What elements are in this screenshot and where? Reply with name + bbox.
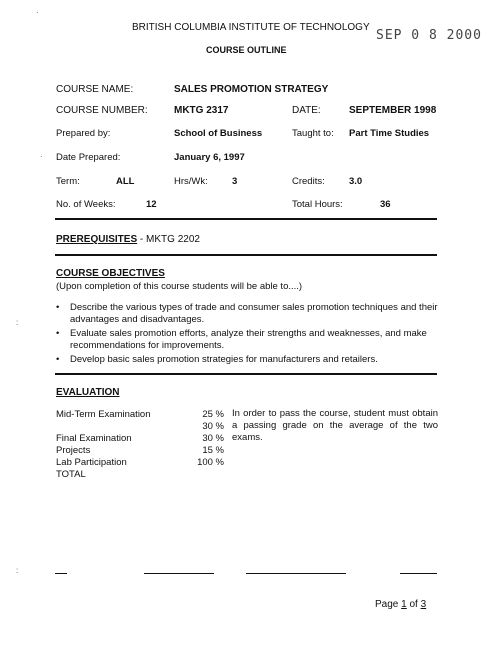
document-title: COURSE OUTLINE <box>206 45 287 55</box>
scan-rule-fragment <box>400 573 437 574</box>
hours-per-week-label: Hrs/Wk: <box>174 176 208 187</box>
received-date-stamp: SEP 0 8 2000 <box>376 28 482 43</box>
page-number <box>375 599 426 610</box>
date-label: DATE: <box>292 105 321 116</box>
objective-text: Evaluate sales promotion efforts, analyze their strengths and weaknesses, and make recommendations for improvements. <box>70 328 427 351</box>
bullet: • <box>56 328 60 339</box>
prepared-by-label: Prepared by: <box>56 128 111 139</box>
prepared-by-value: School of Business <box>174 128 263 139</box>
prerequisites-separator: - <box>139 234 144 245</box>
divider-objectives <box>55 373 437 375</box>
objective-text: Describe the various types of trade and consumer sales promotion techniques and their advantages and disadvantages. <box>70 302 438 325</box>
course-name-value: SALES PROMOTION STRATEGY <box>174 84 329 95</box>
date-prepared-value: January 6, 1997 <box>174 152 245 163</box>
evaluation-item-label: Projects <box>56 445 91 456</box>
scan-rule-fragment <box>55 573 67 574</box>
term-label: Term: <box>56 176 80 187</box>
divider-prerequisites <box>55 254 437 256</box>
taught-to-value: Part Time Studies <box>349 128 430 139</box>
credits-label: Credits: <box>292 176 325 187</box>
evaluation-item-percent: 15 % <box>202 445 224 456</box>
weeks-label: No. of Weeks: <box>56 199 116 210</box>
scan-rule-fragment <box>246 573 346 574</box>
scan-rule-fragment <box>144 573 214 574</box>
evaluation-item-percent: 100 % <box>197 457 224 468</box>
hours-per-week-value: 3 <box>232 176 238 187</box>
course-number-label: COURSE NUMBER: <box>56 105 148 116</box>
objectives-intro: (Upon completion of this course students will be able to....) <box>56 281 303 292</box>
course-number-value: MKTG 2317 <box>174 105 229 116</box>
bullet: • <box>56 354 60 365</box>
page-label: Page <box>375 599 399 610</box>
scan-speck: : <box>16 566 19 575</box>
scan-speck: : <box>16 318 19 327</box>
evaluation-item-label: Mid-Term Examination <box>56 409 151 420</box>
total-hours-label: Total Hours: <box>292 199 343 210</box>
evaluation-item-percent: 25 % <box>202 409 224 420</box>
institution-name: BRITISH COLUMBIA INSTITUTE OF TECHNOLOGY <box>132 22 370 33</box>
page-of-label: of <box>409 599 418 610</box>
weeks-value: 12 <box>146 199 157 210</box>
scan-speck: · <box>36 8 39 17</box>
date-prepared-label: Date Prepared: <box>56 152 121 163</box>
objective-text: Develop basic sales promotion strategies for manufacturers and retailers. <box>70 354 378 365</box>
page-current: 1 <box>401 599 407 610</box>
date-value: SEPTEMBER 1998 <box>349 105 437 116</box>
prerequisites-value: MKTG 2202 <box>146 234 200 245</box>
objectives-list <box>56 302 460 368</box>
term-value: ALL <box>116 176 135 187</box>
evaluation-item-label: Lab Participation <box>56 457 127 468</box>
course-name-label: COURSE NAME: <box>56 84 134 95</box>
evaluation-total-label: TOTAL <box>56 469 86 480</box>
objective-item <box>56 328 460 352</box>
taught-to-label: Taught to: <box>292 128 334 139</box>
divider-info <box>55 218 437 220</box>
evaluation-heading: EVALUATION <box>56 387 120 398</box>
evaluation-item-percent: 30 % <box>202 433 224 444</box>
credits-value: 3.0 <box>349 176 363 187</box>
evaluation-item-percent: 30 % <box>202 421 224 432</box>
total-hours-value: 36 <box>380 199 391 210</box>
objectives-heading: COURSE OBJECTIVES <box>56 268 165 279</box>
evaluation-item-label: Final Examination <box>56 433 132 444</box>
objective-item <box>56 302 460 326</box>
bullet: • <box>56 302 60 313</box>
passing-requirement-note: In order to pass the course, student must obtain a passing grade on the average of the two exams. <box>232 408 438 443</box>
objective-item <box>56 354 460 366</box>
prerequisites-line <box>56 234 200 245</box>
scan-speck: · <box>40 152 43 161</box>
prerequisites-label: PREREQUISITES <box>56 234 138 245</box>
page-total: 3 <box>420 599 427 610</box>
